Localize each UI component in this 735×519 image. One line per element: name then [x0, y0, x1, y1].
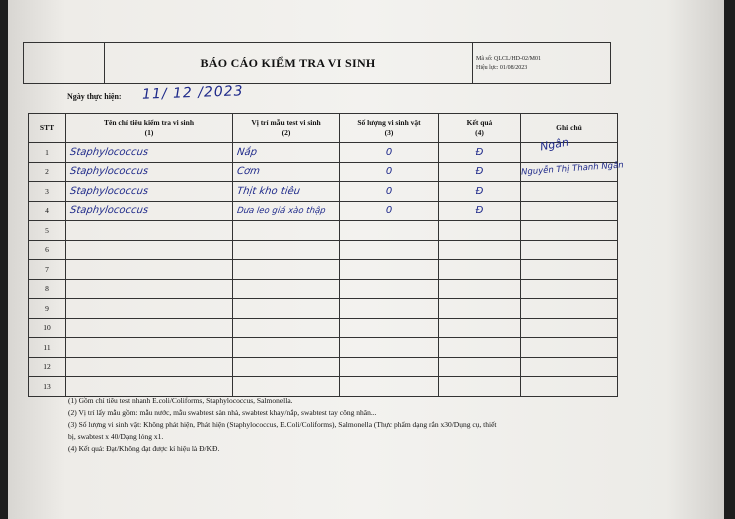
- cell-location: [233, 299, 340, 319]
- cell-stt: 8: [29, 279, 66, 299]
- cell-stt: 7: [29, 260, 66, 280]
- cell-location: [233, 260, 340, 280]
- column-header-indicator: Tên chỉ tiêu kiểm tra vi sinh (1): [66, 114, 233, 143]
- cell-location: [233, 338, 340, 358]
- table-row: [29, 221, 618, 241]
- cell-count: [340, 240, 439, 260]
- footnotes: [68, 395, 628, 455]
- cell-count: [340, 221, 439, 241]
- cell-location: [233, 221, 340, 241]
- cell-count: 0: [340, 143, 439, 163]
- cell-stt: 12: [29, 357, 66, 377]
- cell-count: 0: [340, 182, 439, 202]
- cell-stt: 5: [29, 221, 66, 241]
- inspection-table: [28, 113, 618, 397]
- cell-result: Đ: [439, 182, 521, 202]
- column-header-location: Vị trí mẫu test vi sinh (2): [233, 114, 340, 143]
- cell-count: [340, 338, 439, 358]
- cell-note: [521, 377, 618, 397]
- cell-count: [340, 318, 439, 338]
- cell-note: [521, 357, 618, 377]
- cell-location: Cơm: [233, 162, 340, 182]
- cell-location: Nắp: [233, 143, 340, 163]
- cell-count: 0: [340, 201, 439, 221]
- cell-indicator: [66, 299, 233, 319]
- cell-stt: 11: [29, 338, 66, 358]
- cell-note: [521, 240, 618, 260]
- company-logo: [24, 43, 105, 83]
- cell-count: 0: [340, 162, 439, 182]
- column-header-stt: STT: [29, 114, 66, 143]
- cell-result: [439, 279, 521, 299]
- footnote-3: (3) Số lượng vi sinh vật: Không phát hiện, Phát hiện (Staphylococcus, E.Coli/Coliforms), Salmonella (Thực phẩm dạng rắn x30/Dụng cụ, thiết: [68, 420, 497, 429]
- table-row: [29, 279, 618, 299]
- footnote-3-continued: bị, swabtest x 40/Dạng lỏng x1.: [68, 432, 164, 441]
- cell-result: [439, 377, 521, 397]
- cell-note: [521, 201, 618, 221]
- cell-count: [340, 260, 439, 280]
- cell-location: [233, 240, 340, 260]
- cell-location: Thịt kho tiêu: [233, 182, 340, 202]
- cell-count: [340, 299, 439, 319]
- cell-indicator: [66, 260, 233, 280]
- document-header: [23, 42, 611, 84]
- table-row: [29, 357, 618, 377]
- cell-result: [439, 221, 521, 241]
- table-row: [29, 260, 618, 280]
- cell-count: [340, 377, 439, 397]
- date-value: 11/ 12 /2023: [141, 83, 244, 103]
- cell-note: [521, 299, 618, 319]
- document-effective-date: Hiệu lực: 01/08/2023: [476, 65, 528, 71]
- cell-stt: 2: [29, 162, 66, 182]
- table-row: [29, 240, 618, 260]
- footnote-2: (2) Vị trí lấy mẫu gồm: mẫu nước, mẫu swabtest sàn nhà, swabtest khay/nắp, swabtest tay công nhân...: [68, 408, 377, 417]
- table-row: [29, 377, 618, 397]
- column-header-result: Kết quả (4): [439, 114, 521, 143]
- cell-stt: 1: [29, 143, 66, 163]
- document-title: BÁO CÁO KIỂM TRA VI SINH: [200, 55, 376, 70]
- cell-stt: 9: [29, 299, 66, 319]
- column-header-note: Ghi chú: [521, 114, 618, 143]
- cell-indicator: Staphylococcus: [66, 162, 233, 182]
- cell-note: [521, 260, 618, 280]
- cell-location: [233, 279, 340, 299]
- footnote-1: (1) Gồm chỉ tiêu test nhanh E.coli/Coliforms, Staphylococcus, Salmonella.: [68, 396, 293, 405]
- signature-name: Nguyễn Thị Thanh Ngân: [520, 160, 624, 178]
- cell-result: [439, 318, 521, 338]
- cell-indicator: [66, 357, 233, 377]
- table-row: [29, 182, 618, 202]
- cell-location: [233, 357, 340, 377]
- cell-location: [233, 377, 340, 397]
- cell-count: [340, 279, 439, 299]
- cell-note: [521, 318, 618, 338]
- cell-indicator: Staphylococcus: [66, 201, 233, 221]
- footnote-4: (4) Kết quả: Đạt/Không đạt được kí hiệu là Đ/KĐ.: [68, 444, 220, 453]
- table-row: [29, 318, 618, 338]
- cell-location: Dưa leo giá xào thập: [233, 201, 340, 221]
- cell-indicator: [66, 279, 233, 299]
- cell-result: Đ: [439, 143, 521, 163]
- cell-note: [521, 221, 618, 241]
- cell-indicator: [66, 240, 233, 260]
- cell-note: [521, 279, 618, 299]
- document-code: Mã số: QLCL/HD-02/M01: [476, 56, 541, 62]
- table-row: [29, 338, 618, 358]
- cell-note: [521, 338, 618, 358]
- table-row: [29, 143, 618, 163]
- table-header-row: [29, 114, 618, 143]
- cell-stt: 3: [29, 182, 66, 202]
- cell-count: [340, 357, 439, 377]
- document-meta: [472, 43, 610, 83]
- cell-result: [439, 240, 521, 260]
- cell-result: Đ: [439, 201, 521, 221]
- cell-result: [439, 357, 521, 377]
- cell-result: Đ: [439, 162, 521, 182]
- column-header-count: Số lượng vi sinh vật (3): [340, 114, 439, 143]
- cell-indicator: [66, 338, 233, 358]
- cell-location: [233, 318, 340, 338]
- signature-mark: Ngân: [539, 135, 570, 154]
- cell-stt: 4: [29, 201, 66, 221]
- cell-note: [521, 182, 618, 202]
- table-row: [29, 201, 618, 221]
- cell-stt: 10: [29, 318, 66, 338]
- cell-result: [439, 338, 521, 358]
- date-label: Ngày thực hiện:: [67, 92, 122, 101]
- table-row: [29, 299, 618, 319]
- cell-result: [439, 299, 521, 319]
- cell-indicator: Staphylococcus: [66, 182, 233, 202]
- cell-result: [439, 260, 521, 280]
- cell-stt: 13: [29, 377, 66, 397]
- cell-indicator: [66, 377, 233, 397]
- cell-indicator: [66, 221, 233, 241]
- cell-indicator: [66, 318, 233, 338]
- cell-stt: 6: [29, 240, 66, 260]
- cell-indicator: Staphylococcus: [66, 143, 233, 163]
